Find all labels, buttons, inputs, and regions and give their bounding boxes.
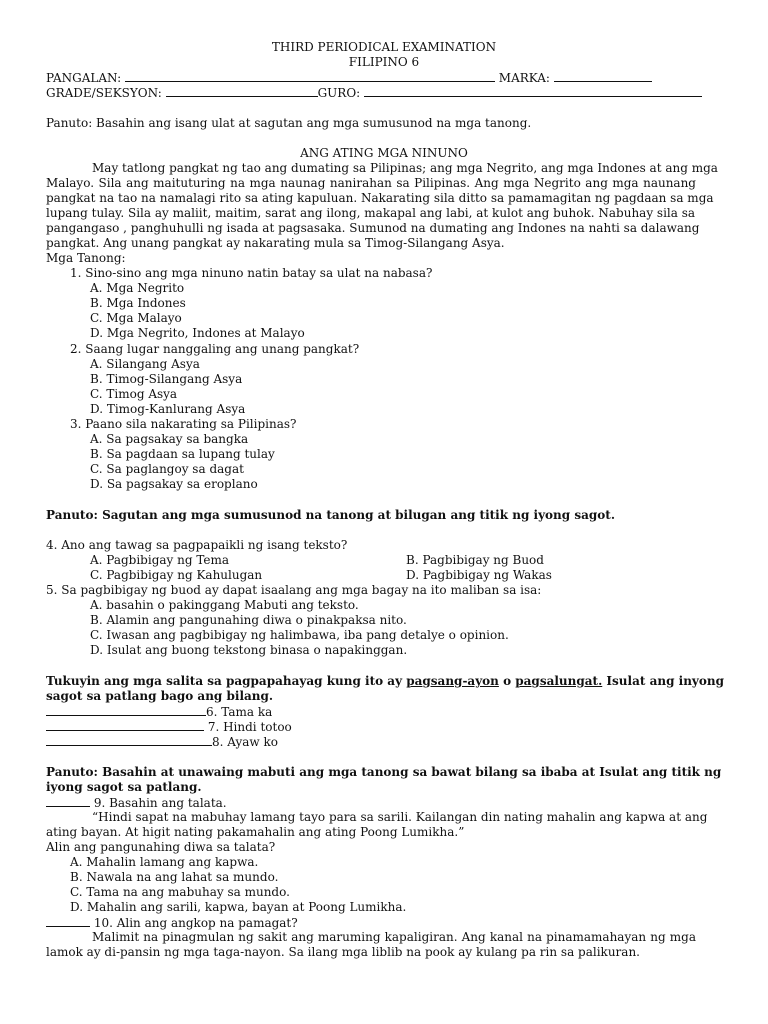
grade-blank[interactable] [166, 85, 318, 97]
choice[interactable]: B. Nawala na ang lahat sa mundo. [70, 870, 279, 884]
pangalan-blank[interactable] [125, 70, 495, 82]
question-5: 5. Sa pagbibigay ng buod ay dapat isaalang ang mga bagay na ito maliban sa isa: [46, 583, 542, 597]
tukuyin-text-end: Isulat ang inyong [602, 674, 725, 688]
question-9 [46, 795, 227, 811]
question-4: 4. Ano ang tawag sa pagpapaikli ng isang teksto? [46, 538, 348, 552]
choice[interactable]: A. Mahalin lamang ang kapwa. [70, 855, 259, 869]
exam-subject: FILIPINO 6 [348, 55, 420, 69]
answer-blank[interactable] [46, 734, 212, 746]
panuto-3: Panuto: Basahin at unawaing mabuti ang mga tanong sa bawat bilang sa ibaba at Isulat ang titik ng [46, 765, 722, 779]
choice[interactable]: C. Mga Malayo [90, 311, 182, 325]
reading-line: pangkat na tao na namalagi rito sa ating kapuluan. Nakarating sila ditto sa pamamagitan ng pagdaan sa mga [46, 191, 714, 205]
mga-tanong-label: Mga Tanong: [46, 251, 126, 265]
item-text: 6. Tama ka [206, 705, 273, 719]
item-text: 7. Hindi totoo [204, 720, 292, 734]
guro-blank[interactable] [364, 85, 702, 97]
item-text: 9. Basahin ang talata. [90, 796, 227, 810]
quote-line: “Hindi sapat na mabuhay lamang tayo para sa sarili. Kailangan din nating mahalin ang kapwa at ang [92, 810, 708, 824]
choice[interactable]: B. Mga Indones [90, 296, 186, 310]
choice[interactable]: D. Isulat ang buong tekstong binasa o napakinggan. [90, 643, 408, 657]
choice[interactable]: D. Pagbibigay ng Wakas [406, 568, 552, 582]
panuto-2: Panuto: Sagutan ang mga sumusunod na tanong at bilugan ang titik ng iyong sagot. [46, 508, 615, 522]
item-8 [46, 734, 278, 750]
question-10 [46, 915, 298, 931]
panuto-3-line2: iyong sagot sa patlang. [46, 780, 202, 794]
reading-line: May tatlong pangkat ng tao ang dumating sa Pilipinas; ang mga Negrito, ang mga Indones at ang mga [92, 161, 718, 175]
q9-question: Alin ang pangunahing diwa sa talata? [46, 840, 276, 854]
choice[interactable]: C. Tama na ang mabuhay sa mundo. [70, 885, 290, 899]
guro-label: GURO: [317, 86, 361, 100]
reading-line: pangangaso , panghuhulli ng isada at pagsasaka. Sumunod na dumating ang Indones na nahti sa dalawang [46, 221, 700, 235]
choice[interactable]: A. Mga Negrito [90, 281, 185, 295]
item-text: 8. Ayaw ko [212, 735, 278, 749]
choice[interactable]: C. Iwasan ang pagbibigay ng halimbawa, iba pang detalye o opinion. [90, 628, 509, 642]
tukuyin-instruction [46, 674, 724, 689]
answer-blank[interactable] [46, 704, 206, 716]
reading-title: ANG ATING MGA NINUNO [300, 146, 468, 160]
exam-title: THIRD PERIODICAL EXAMINATION [271, 40, 497, 54]
passage-line: lamok ay di-pansin ng mga taga-nayon. Sa ilang mga liblib na pook ay kulang pa rin sa palikuran. [46, 945, 640, 959]
answer-blank[interactable] [46, 915, 90, 927]
choice[interactable]: D. Mga Negrito, Indones at Malayo [90, 326, 305, 340]
q4-row-1 [90, 553, 690, 568]
answer-blank[interactable] [46, 795, 90, 807]
choice[interactable]: B. Alamin ang pangunahing diwa o pinakpaksa nito. [90, 613, 407, 627]
reading-line: Malayo. Sila ang maituturing na mga naunag nanirahan sa Pilipinas. Ang mga Negrito ang mga naunang [46, 176, 696, 190]
question-3: 3. Paano sila nakarating sa Pilipinas? [70, 417, 297, 431]
reading-line: pangkat. Ang unang pangkat ay nakarating mula sa Timog-Silangang Asya. [46, 236, 505, 250]
choice[interactable]: D. Sa pagsakay sa eroplano [90, 477, 258, 491]
marka-label: MARKA: [498, 71, 550, 85]
choice[interactable]: A. basahin o pakinggang Mabuti ang teksto. [90, 598, 359, 612]
panuto-1: Panuto: Basahin ang isang ulat at sagutan ang mga sumusunod na mga tanong. [46, 116, 532, 130]
item-text: 10. Alin ang angkop na pamagat? [90, 916, 298, 930]
q4-row-2 [90, 568, 690, 583]
choice[interactable]: D. Timog-Kanlurang Asya [90, 402, 246, 416]
choice[interactable]: D. Mahalin ang sarili, kapwa, bayan at Poong Lumikha. [70, 900, 407, 914]
choice[interactable]: A. Silangang Asya [90, 357, 200, 371]
pangalan-label: PANGALAN: [46, 71, 122, 85]
tukuyin-instruction-2: sagot sa patlang bago ang bilang. [46, 689, 274, 703]
choice[interactable]: B. Pagbibigay ng Buod [406, 553, 544, 567]
or-text: o [498, 674, 516, 688]
quote-line: ating bayan. At higit nating pakamahalin ang ating Poong Lumikha.” [46, 825, 465, 839]
item-6 [46, 704, 272, 720]
choice[interactable]: C. Pagbibigay ng Kahulugan [90, 568, 263, 582]
name-row [46, 70, 652, 86]
choice[interactable]: B. Timog-Silangang Asya [90, 372, 243, 386]
grade-label: GRADE/SEKSYON: [46, 86, 162, 100]
pagsalungat-term: pagsalungat. [515, 674, 603, 688]
choice[interactable]: B. Sa pagdaan sa lupang tulay [90, 447, 275, 461]
choice[interactable]: A. Pagbibigay ng Tema [90, 553, 230, 567]
choice[interactable]: A. Sa pagsakay sa bangka [90, 432, 249, 446]
item-7 [46, 719, 292, 735]
question-2: 2. Saang lugar nanggaling ang unang pangkat? [70, 342, 360, 356]
reading-line: lupang tulay. Sila ay maliit, maitim, sarat ang ilong, makapal ang labi, at kulot ang buhok. Nabuhay sila sa [46, 206, 696, 220]
choice[interactable]: C. Timog Asya [90, 387, 178, 401]
grade-row [46, 85, 702, 101]
marka-blank[interactable] [554, 70, 652, 82]
pagsang-ayon-term: pagsang-ayon [406, 674, 499, 688]
answer-blank[interactable] [46, 719, 204, 731]
question-1: 1. Sino-sino ang mga ninuno natin batay sa ulat na nabasa? [70, 266, 433, 280]
tukuyin-text: Tukuyin ang mga salita sa pagpapahayag kung ito ay [46, 674, 407, 688]
choice[interactable]: C. Sa paglangoy sa dagat [90, 462, 244, 476]
passage-line: Malimit na pinagmulan ng sakit ang maruming kapaligiran. Ang kanal na pinamamahayan ng mga [92, 930, 696, 944]
